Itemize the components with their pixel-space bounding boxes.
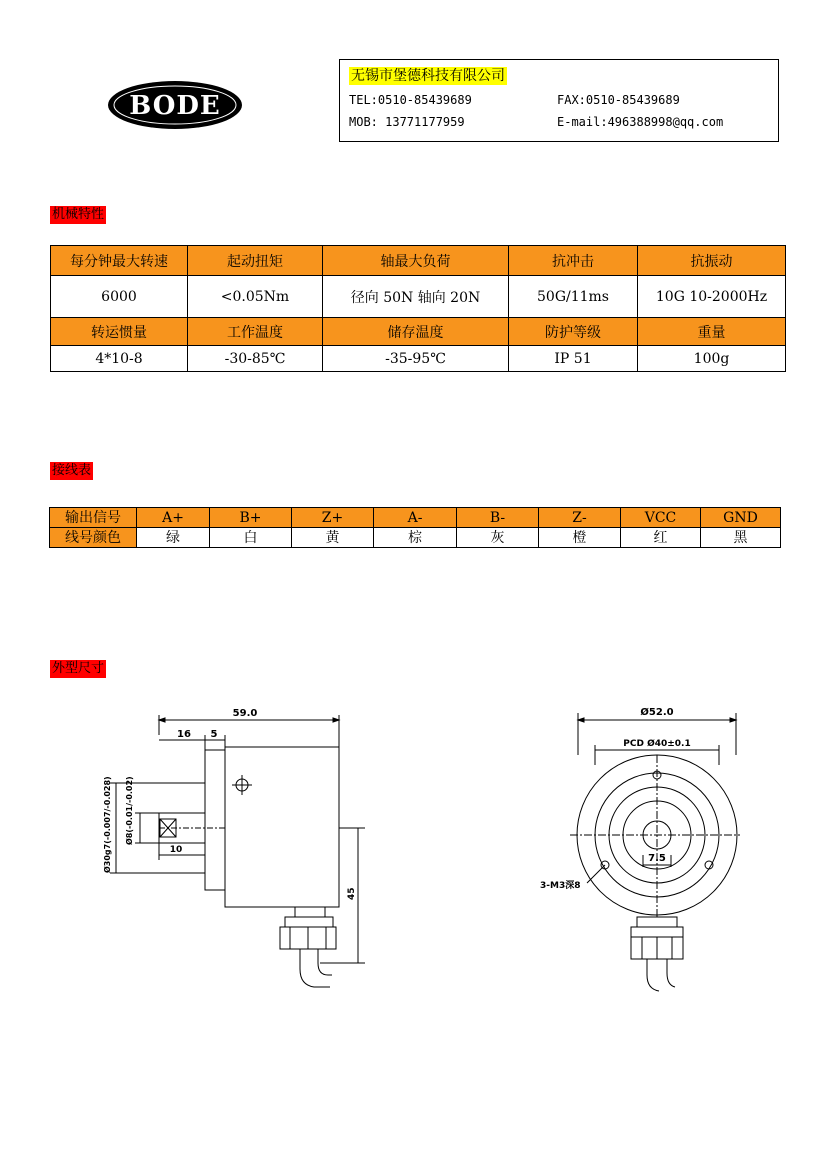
table-cell: 径向 50N 轴向 20N bbox=[323, 276, 509, 318]
table-cell: 工作温度 bbox=[188, 318, 323, 346]
section-dimensions: 外型尺寸 bbox=[52, 661, 105, 676]
dim-45: 45 bbox=[347, 887, 357, 900]
table-cell: 橙 bbox=[539, 528, 621, 548]
table-row bbox=[51, 276, 786, 318]
table-cell: 100g bbox=[638, 346, 786, 372]
table-cell: <0.05Nm bbox=[188, 276, 323, 318]
table-cell: 抗振动 bbox=[638, 246, 786, 276]
table-cell: 50G/11ms bbox=[509, 276, 638, 318]
table-row bbox=[51, 246, 786, 276]
table-cell: 10G 10-2000Hz bbox=[638, 276, 786, 318]
table-cell: A- bbox=[374, 508, 457, 528]
dim-16: 16 bbox=[177, 729, 191, 740]
company-info-box bbox=[339, 59, 779, 142]
table-cell: 灰 bbox=[457, 528, 539, 548]
table-cell: GND bbox=[701, 508, 781, 528]
table-cell: Z- bbox=[539, 508, 621, 528]
table-cell: 黄 bbox=[292, 528, 374, 548]
table-cell: Z+ bbox=[292, 508, 374, 528]
dim-flange-dia: Ø30g7(-0.007/-0.028) bbox=[103, 776, 112, 873]
bode-logo bbox=[107, 80, 243, 130]
table-cell: 4*10-8 bbox=[51, 346, 188, 372]
dim-7-5: 7.5 bbox=[648, 853, 666, 864]
dim-5: 5 bbox=[210, 729, 218, 740]
company-fax: FAX:0510-85439689 bbox=[557, 93, 680, 107]
table-row bbox=[50, 528, 781, 548]
table-cell: 每分钟最大转速 bbox=[51, 246, 188, 276]
table-cell: 起动扭矩 bbox=[188, 246, 323, 276]
table-cell: 白 bbox=[210, 528, 292, 548]
table-cell: 抗冲击 bbox=[509, 246, 638, 276]
side-view-drawing bbox=[80, 695, 380, 1005]
dim-overall-length: 59.0 bbox=[232, 708, 258, 719]
table-row bbox=[50, 508, 781, 528]
table-cell: 线号颜色 bbox=[50, 528, 137, 548]
section-wiring: 接线表 bbox=[52, 463, 92, 478]
table-cell: 防护等级 bbox=[509, 318, 638, 346]
dim-outer-dia: Ø52.0 bbox=[640, 707, 674, 718]
table-row bbox=[51, 318, 786, 346]
table-cell: 轴最大负荷 bbox=[323, 246, 509, 276]
section-mechanical: 机械特性 bbox=[52, 207, 105, 222]
table-cell: 转运惯量 bbox=[51, 318, 188, 346]
mechanical-table bbox=[50, 245, 786, 372]
table-cell: 绿 bbox=[137, 528, 210, 548]
table-cell: 输出信号 bbox=[50, 508, 137, 528]
dim-pcd: PCD Ø40±0.1 bbox=[623, 739, 691, 749]
table-cell: 红 bbox=[621, 528, 701, 548]
company-name: 无锡市堡德科技有限公司 bbox=[351, 68, 505, 84]
table-cell: B- bbox=[457, 508, 539, 528]
company-email: E-mail:496388998@qq.com bbox=[557, 115, 724, 129]
company-mob: MOB: 13771177959 bbox=[349, 115, 465, 129]
table-cell: B+ bbox=[210, 508, 292, 528]
dim-holes: 3-M3深8 bbox=[540, 881, 581, 891]
dim-shaft-dia: Ø8(-0.01/-0.02) bbox=[125, 776, 134, 845]
table-cell: VCC bbox=[621, 508, 701, 528]
logo-text: BODE bbox=[129, 91, 221, 121]
company-tel: TEL:0510-85439689 bbox=[349, 93, 472, 107]
table-cell: 储存温度 bbox=[323, 318, 509, 346]
dim-10: 10 bbox=[169, 845, 183, 855]
table-cell: 棕 bbox=[374, 528, 457, 548]
table-cell: A+ bbox=[137, 508, 210, 528]
wiring-table bbox=[49, 507, 781, 548]
table-cell: 重量 bbox=[638, 318, 786, 346]
table-cell: 黑 bbox=[701, 528, 781, 548]
table-cell: 6000 bbox=[51, 276, 188, 318]
table-cell: IP 51 bbox=[509, 346, 638, 372]
front-view-drawing bbox=[535, 695, 750, 1000]
table-cell: -35-95℃ bbox=[323, 346, 509, 372]
table-cell: -30-85℃ bbox=[188, 346, 323, 372]
table-row bbox=[51, 346, 786, 372]
